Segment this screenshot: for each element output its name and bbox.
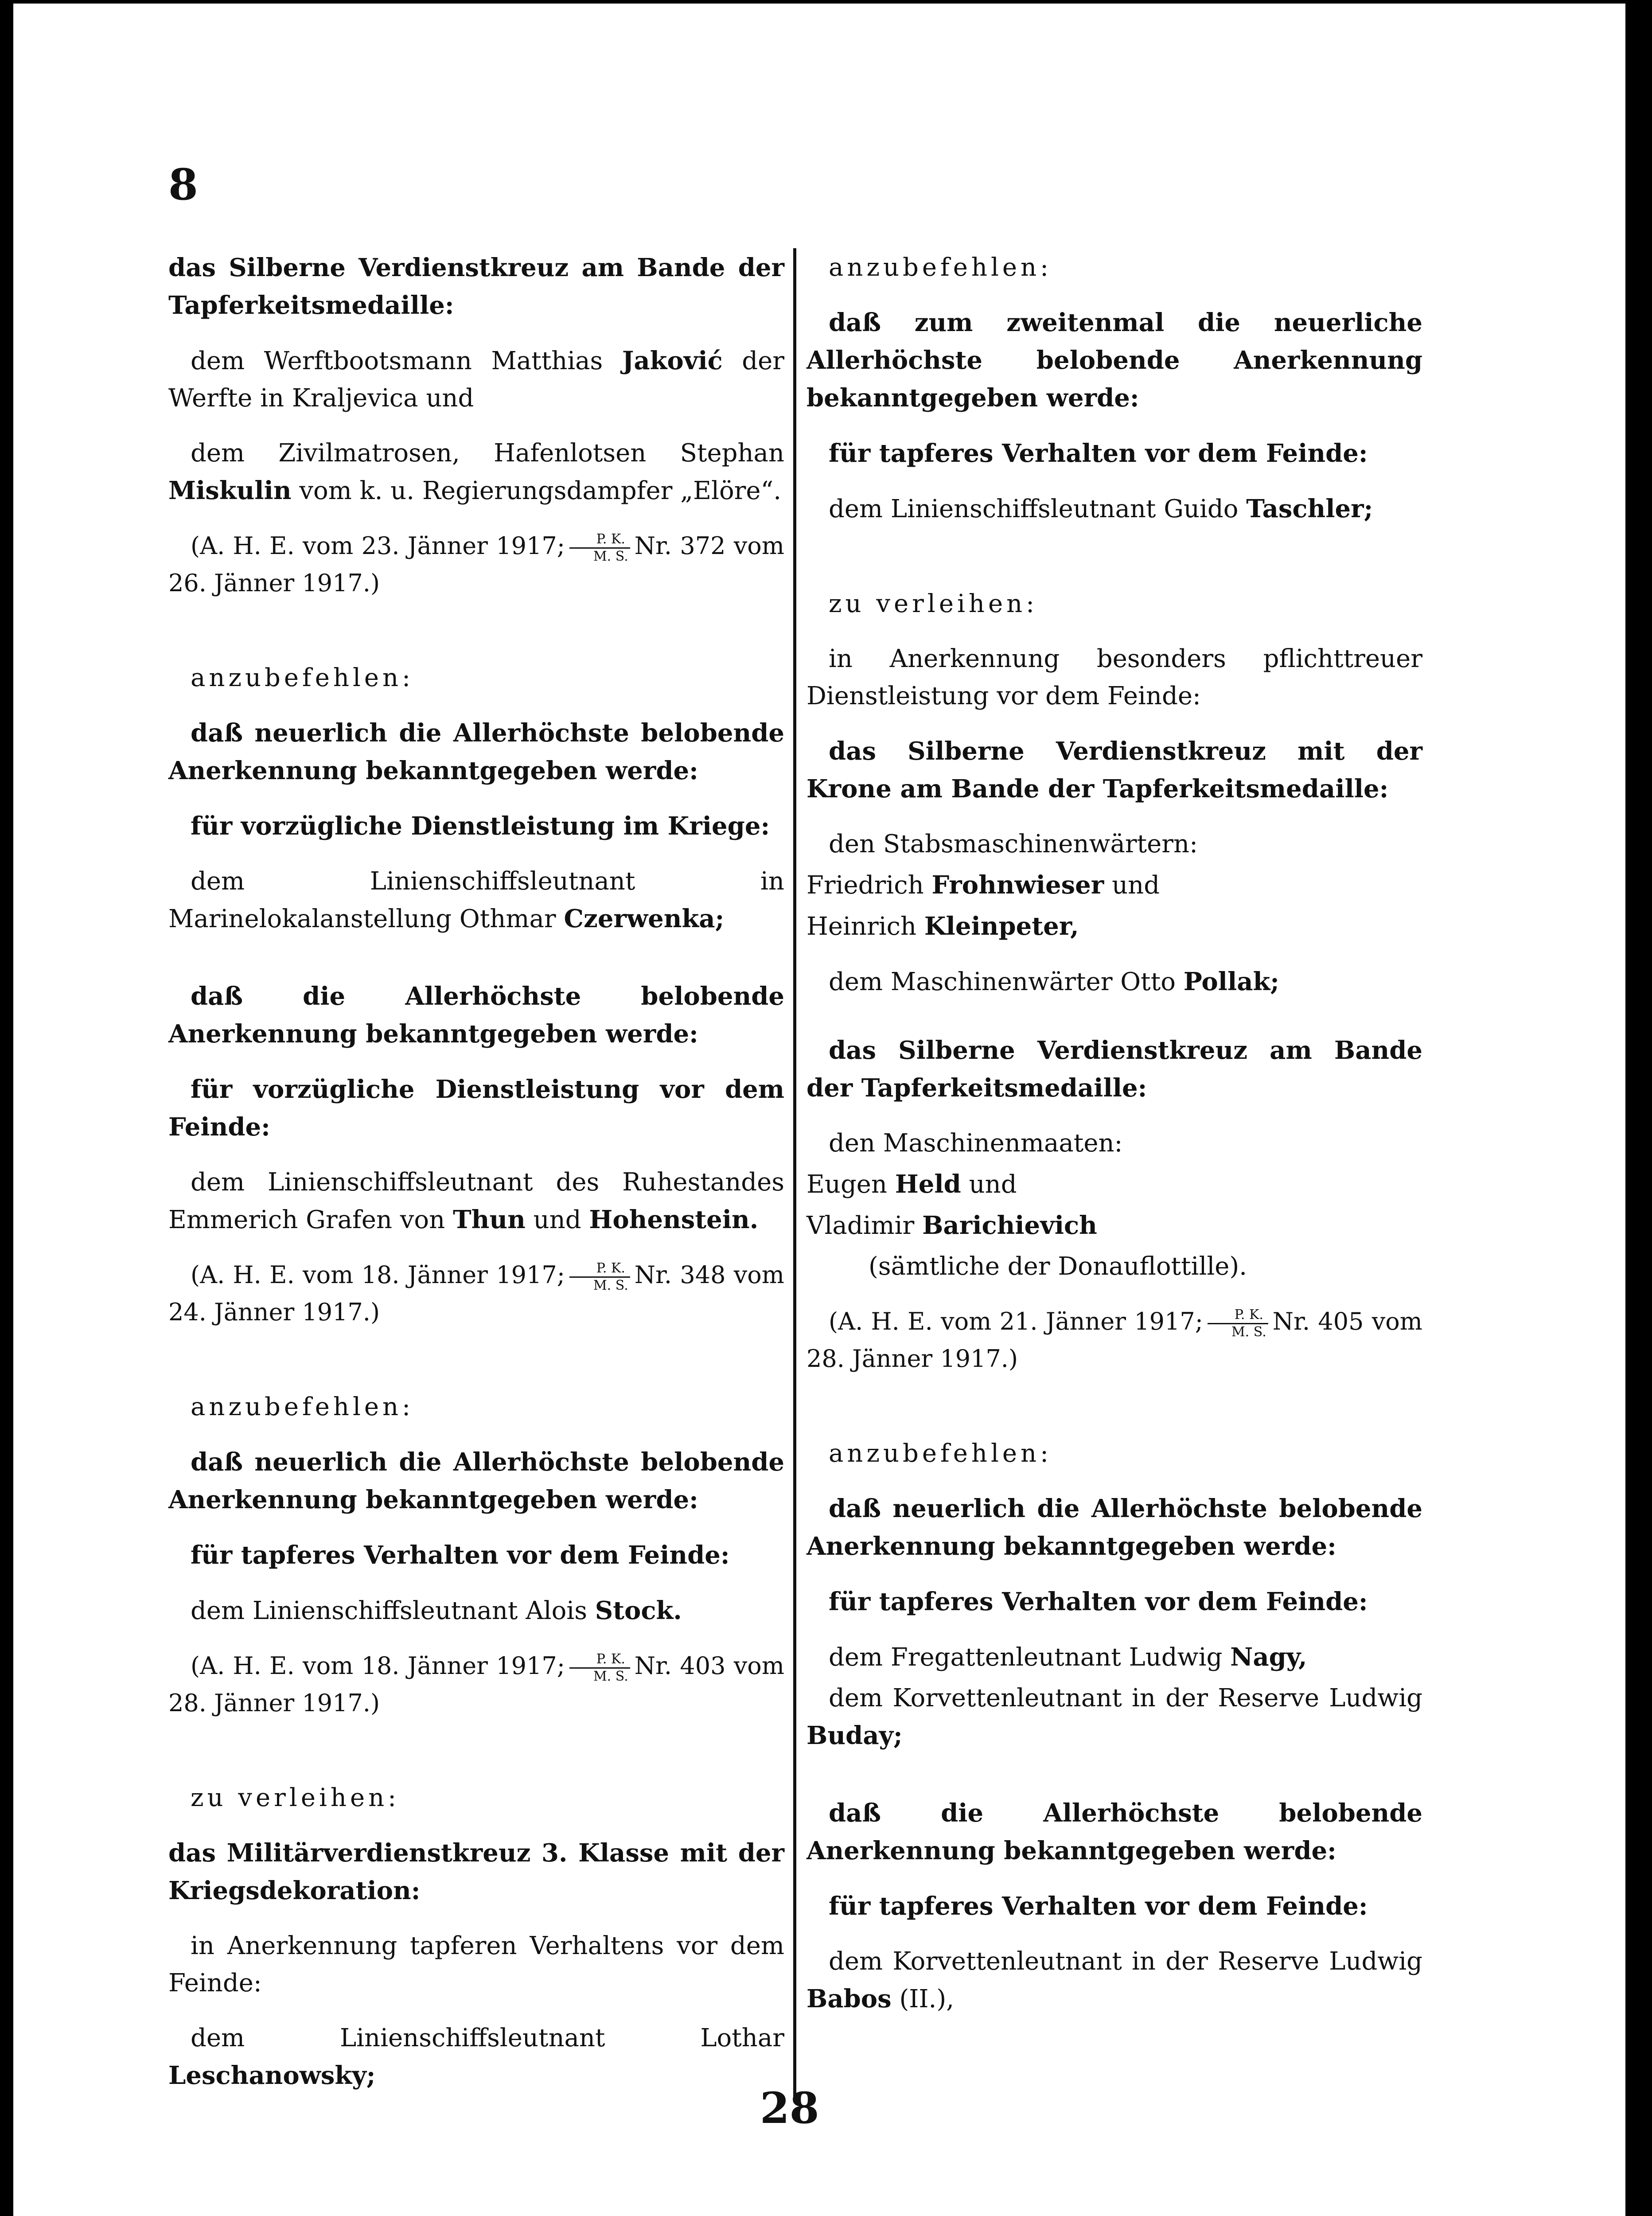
section-heading: anzubefehlen: <box>191 663 414 692</box>
surname: Held <box>895 1170 961 1199</box>
section-heading: anzubefehlen: <box>829 253 1052 282</box>
surname: Stock. <box>595 1596 682 1625</box>
right-column <box>807 249 1422 2036</box>
paragraph: daß die Allerhöchste belobende Anerkennung bekanntgegeben werde: <box>807 1799 1422 1865</box>
paragraph: dem Maschinenwärter Otto Pollak; <box>829 967 1279 996</box>
paragraph: in Anerkennung besonders pflichttreuer Dienstleistung vor dem Feinde: <box>807 644 1422 710</box>
name-line: Vladimir Barichievich <box>807 1211 1097 1240</box>
surname: Leschanowsky; <box>168 2061 376 2090</box>
surname: Taschler; <box>1246 494 1373 523</box>
name-line: Friedrich Frohnwieser und <box>807 870 1160 900</box>
paragraph: das Silberne Verdienstkreuz am Bande der Tapferkeitsmedaille: <box>807 1036 1422 1103</box>
paragraph: für tapferes Verhalten vor dem Feinde: <box>829 1892 1368 1921</box>
page-number: 8 <box>168 160 198 210</box>
section-heading: anzubefehlen: <box>191 1393 414 1421</box>
scan-border-top <box>0 0 1652 4</box>
paragraph: dem Linienschiffsleutnant des Ruhestandes Emmerich Grafen von Thun und Hohenstein. <box>168 1168 784 1234</box>
paragraph: dem Korvettenleutnant in der Reserve Ludwig Babos (II.), <box>807 1947 1422 2013</box>
name-line: Eugen Held und <box>807 1170 1017 1199</box>
paragraph: für vorzügliche Dienstleistung im Kriege: <box>191 811 770 841</box>
paragraph: (sämtliche der Donauflottille). <box>869 1252 1247 1281</box>
surname: Buday; <box>807 1721 903 1750</box>
paragraph: dem Linienschiffsleutnant Guido Taschler; <box>829 494 1373 523</box>
paragraph: dem Werftbootsmann Matthias Jaković der Werfte in Kraljevica und <box>168 346 784 413</box>
paragraph: dem Korvettenleutnant in der Reserve Ludwig Buday; <box>807 1684 1422 1750</box>
paragraph: dem Linienschiffsleutnant in Marinelokalanstellung Othmar Czerwenka; <box>168 867 784 933</box>
section-heading: zu verleihen: <box>829 589 1038 618</box>
paragraph: daß zum zweitenmal die neuerliche Allerhöchste belobende Anerkennung bekanntgegeben werde: <box>807 308 1422 413</box>
surname: Barichievich <box>922 1211 1097 1240</box>
citation: (A. H. E. vom 18. Jänner 1917; $\frac{P. K.}{M. S.}$ Nr. 403 vom 28. Jänner 1917.) <box>168 1651 784 1717</box>
fraction-pk-ms: $\frac{P. K.}{M. S.}$ <box>569 531 630 565</box>
fraction-pk-ms: $\frac{P. K.}{M. S.}$ <box>569 1260 630 1294</box>
paragraph: für vorzügliche Dienstleistung vor dem Feinde: <box>168 1075 784 1142</box>
paragraph: für tapferes Verhalten vor dem Feinde: <box>829 1587 1368 1616</box>
paragraph: dem Linienschiffsleutnant Alois Stock. <box>191 1596 682 1625</box>
paragraph: daß die Allerhöchste belobende Anerkennung bekanntgegeben werde: <box>168 982 784 1049</box>
surname: Jaković <box>622 346 723 375</box>
surname: Kleinpeter, <box>924 912 1079 941</box>
column-divider <box>793 248 796 2101</box>
paragraph: daß neuerlich die Allerhöchste belobende Anerkennung bekanntgegeben werde: <box>168 718 784 785</box>
surname: Thun <box>452 1205 526 1234</box>
paragraph: dem Fregattenleutnant Ludwig Nagy, <box>829 1642 1307 1672</box>
surname: Czerwenka; <box>564 904 725 933</box>
scan-border-left <box>0 0 13 2216</box>
surname: Nagy, <box>1230 1642 1307 1672</box>
paragraph: das Militärverdienstkreuz 3. Klasse mit der Kriegsdekoration: <box>168 1838 784 1905</box>
sheet-number: 28 <box>760 2083 819 2133</box>
surname: Babos <box>807 1984 892 2013</box>
paragraph: daß neuerlich die Allerhöchste belobende Anerkennung bekanntgegeben werde: <box>807 1494 1422 1561</box>
paragraph: das Silberne Verdienstkreuz am Bande der Tapferkeitsmedaille: <box>168 253 784 320</box>
paragraph: das Silberne Verdienstkreuz mit der Krone am Bande der Tapferkeitsmedaille: <box>807 737 1422 804</box>
paragraph: daß neuerlich die Allerhöchste belobende Anerkennung bekanntgegeben werde: <box>168 1447 784 1514</box>
name-line: Heinrich Kleinpeter, <box>807 912 1079 941</box>
paragraph: den Stabsmaschinenwärtern: <box>829 830 1198 858</box>
section-heading: zu verleihen: <box>191 1783 400 1812</box>
citation: (A. H. E. vom 23. Jänner 1917; $\frac{P. K.}{M. S.}$ Nr. 372 vom 26. Jänner 1917.) <box>168 531 784 597</box>
scan-border-right <box>1625 0 1652 2216</box>
paragraph: in Anerkennung tapferen Verhaltens vor dem Feinde: <box>168 1931 784 1998</box>
paragraph: für tapferes Verhalten vor dem Feinde: <box>191 1541 730 1570</box>
surname: Miskulin <box>168 476 292 505</box>
surname: Hohenstein. <box>589 1205 759 1234</box>
paragraph: den Maschinenmaaten: <box>829 1129 1123 1158</box>
paragraph: für tapferes Verhalten vor dem Feinde: <box>829 439 1368 468</box>
paragraph: dem Linienschiffsleutnant Lothar Leschanowsky; <box>168 2024 784 2090</box>
fraction-pk-ms: $\frac{P. K.}{M. S.}$ <box>569 1651 630 1685</box>
section-heading: anzubefehlen: <box>829 1439 1052 1468</box>
fraction-pk-ms: $\frac{P. K.}{M. S.}$ <box>1208 1307 1268 1340</box>
left-column <box>168 249 784 2112</box>
paragraph: dem Zivilmatrosen, Hafenlotsen Stephan Miskulin vom k. u. Regierungsdampfer „Elöre“. <box>168 439 784 505</box>
surname: Frohnwieser <box>931 870 1104 900</box>
citation: (A. H. E. vom 18. Jänner 1917; $\frac{P. K.}{M. S.}$ Nr. 348 vom 24. Jänner 1917.) <box>168 1260 784 1326</box>
surname: Pollak; <box>1183 967 1279 996</box>
citation: (A. H. E. vom 21. Jänner 1917; $\frac{P. K.}{M. S.}$ Nr. 405 vom 28. Jänner 1917.) <box>807 1307 1422 1373</box>
